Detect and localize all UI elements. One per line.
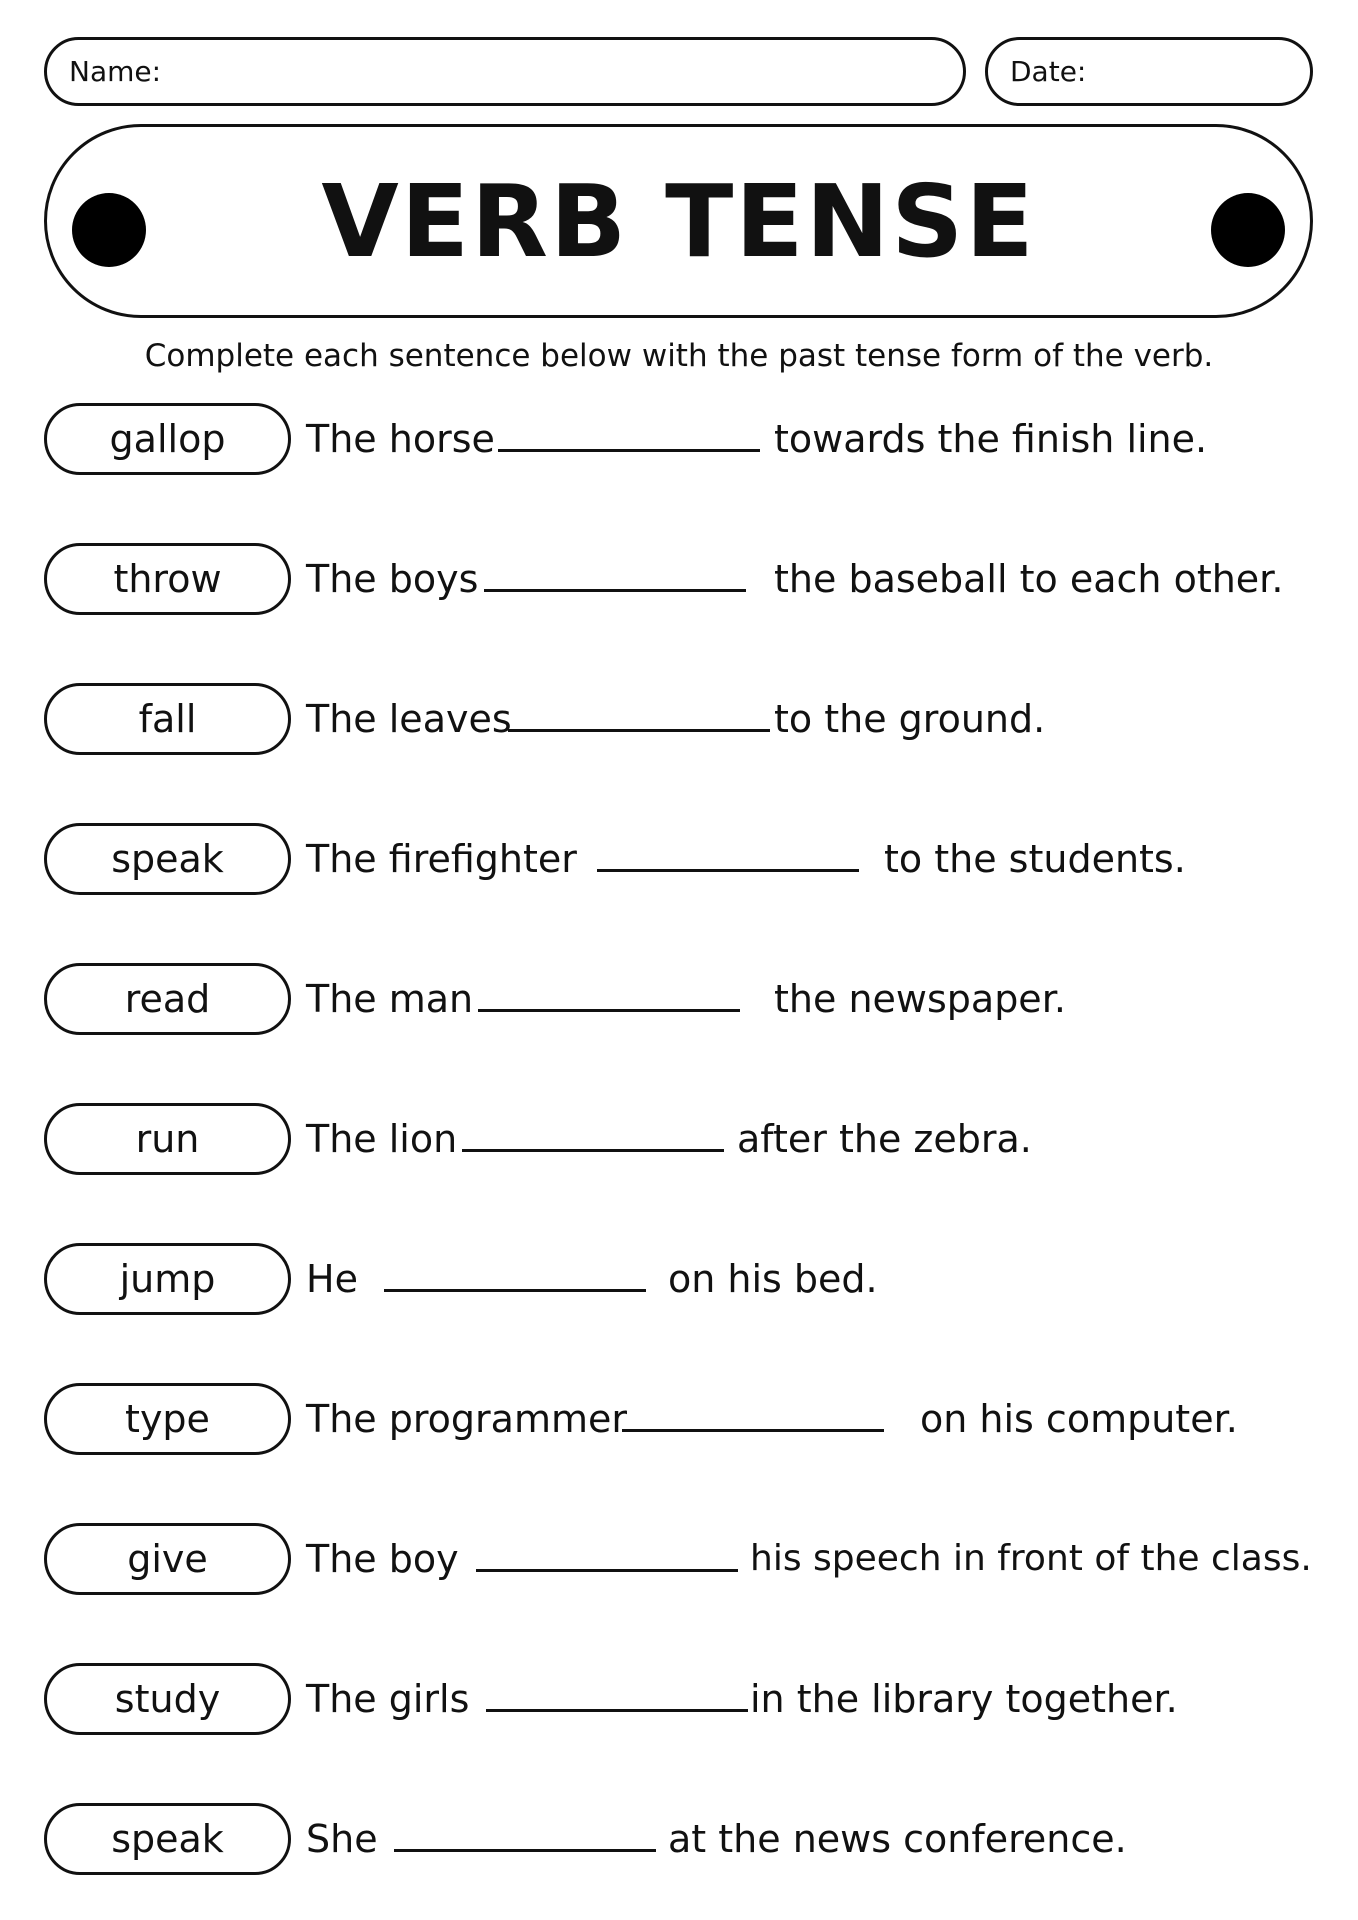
sentence-start: The firefighter: [306, 837, 577, 881]
sentence-start: The lion: [306, 1117, 458, 1161]
answer-blank[interactable]: [394, 1849, 656, 1852]
exercise-row-11: [44, 1803, 1334, 1875]
answer-blank[interactable]: [476, 1569, 738, 1572]
exercise-row-5: [44, 963, 1334, 1035]
verb-label: give: [44, 1523, 291, 1595]
answer-blank[interactable]: [384, 1289, 646, 1292]
sentence-end: the baseball to each other.: [774, 557, 1284, 601]
answer-blank[interactable]: [498, 449, 760, 452]
verb-label: study: [44, 1663, 291, 1735]
sentence-end: to the students.: [884, 837, 1186, 881]
sentence-start: He: [306, 1257, 358, 1301]
sentence-end: the newspaper.: [774, 977, 1066, 1021]
page-title: VERB TENSE: [321, 163, 1036, 280]
answer-blank[interactable]: [462, 1149, 724, 1152]
sentence-end: on his bed.: [668, 1257, 878, 1301]
sentence-start: The boys: [306, 557, 479, 601]
sentence-end: in the library together.: [750, 1677, 1178, 1721]
right-dot-icon: [1211, 193, 1285, 267]
sentence-end: his speech in front of the class.: [750, 1538, 1312, 1579]
answer-blank[interactable]: [597, 869, 859, 872]
verb-label: gallop: [44, 403, 291, 475]
sentence-start: The boy: [306, 1537, 459, 1581]
name-label: Name:: [69, 55, 162, 88]
verb-label: jump: [44, 1243, 291, 1315]
exercise-row-9: [44, 1523, 1334, 1595]
sentence-start: The girls: [306, 1677, 470, 1721]
verb-label: type: [44, 1383, 291, 1455]
exercise-row-1: [44, 403, 1334, 475]
verb-label: read: [44, 963, 291, 1035]
exercise-row-6: [44, 1103, 1334, 1175]
answer-blank[interactable]: [622, 1429, 884, 1432]
title-banner: [44, 124, 1313, 318]
answer-blank[interactable]: [478, 1009, 740, 1012]
instructions: Complete each sentence below with the past tense form of the verb.: [144, 338, 1214, 374]
verb-label: fall: [44, 683, 291, 755]
verb-label: run: [44, 1103, 291, 1175]
sentence-end: on his computer.: [920, 1397, 1238, 1441]
exercise-row-3: [44, 683, 1334, 755]
exercise-row-7: [44, 1243, 1334, 1315]
sentence-start: The leaves: [306, 697, 512, 741]
exercise-row-2: [44, 543, 1334, 615]
sentence-end: at the news conference.: [668, 1817, 1127, 1861]
verb-label: throw: [44, 543, 291, 615]
sentence-end: towards the finish line.: [774, 417, 1208, 461]
name-field[interactable]: [44, 37, 966, 106]
date-field[interactable]: [985, 37, 1313, 106]
date-label: Date:: [1010, 55, 1087, 88]
sentence-end: to the ground.: [774, 697, 1046, 741]
exercise-row-10: [44, 1663, 1334, 1735]
verb-label: speak: [44, 823, 291, 895]
exercise-row-4: [44, 823, 1334, 895]
sentence-start: The programmer: [306, 1397, 627, 1441]
sentence-start: The horse: [306, 417, 495, 461]
answer-blank[interactable]: [486, 1709, 748, 1712]
verb-label: speak: [44, 1803, 291, 1875]
answer-blank[interactable]: [484, 589, 746, 592]
answer-blank[interactable]: [508, 729, 770, 732]
sentence-start: The man: [306, 977, 474, 1021]
sentence-end: after the zebra.: [737, 1117, 1032, 1161]
exercise-row-8: [44, 1383, 1334, 1455]
sentence-start: She: [306, 1817, 378, 1861]
